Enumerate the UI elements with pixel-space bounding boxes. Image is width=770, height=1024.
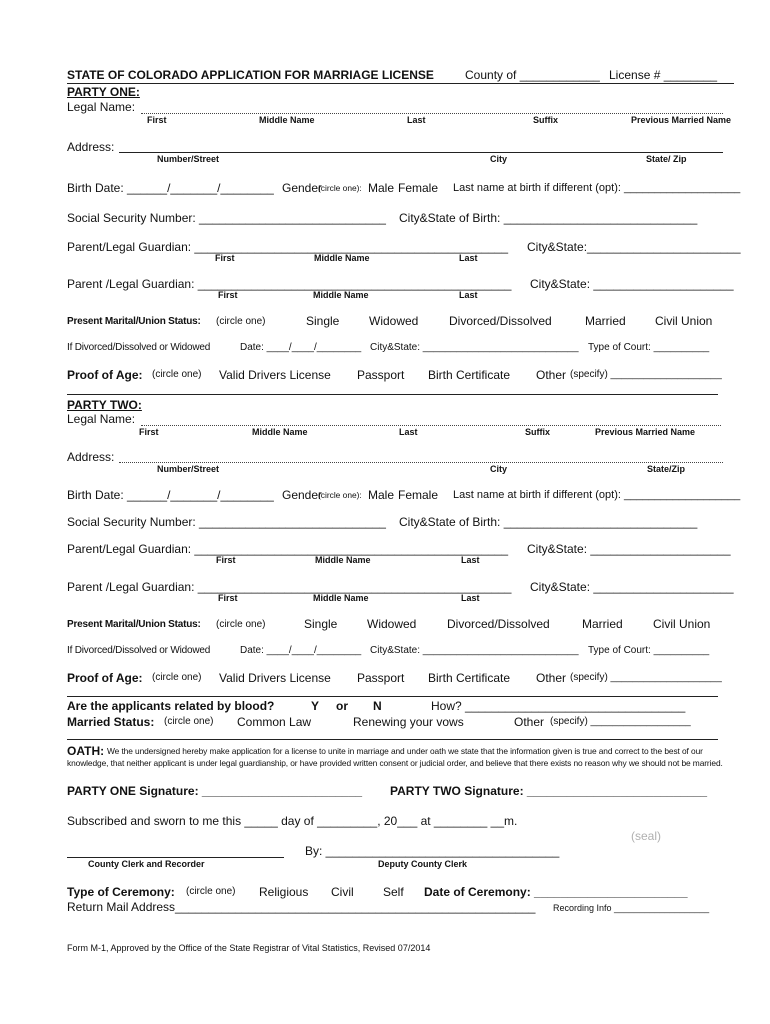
p1-guardian2-city-state-field[interactable]: City&State: _____________________ — [530, 277, 734, 291]
p2-if-divorced-label: If Divorced/Dissolved or Widowed — [67, 645, 211, 656]
p1-proof-birth-cert[interactable]: Birth Certificate — [428, 368, 511, 382]
p2-city-label: City — [490, 464, 508, 474]
related-how-field[interactable]: How? _________________________________ — [431, 699, 686, 713]
county-clerk-label: County Clerk and Recorder — [88, 859, 205, 869]
p1-guardian1-city-state-field[interactable]: City&State:_______________________ — [527, 240, 741, 254]
party-one-signature-field[interactable]: PARTY ONE Signature: ________________________ — [67, 784, 363, 798]
p2-guardian1-last-label: Last — [461, 555, 480, 565]
p1-status-married[interactable]: Married — [585, 314, 626, 328]
p2-legal-name-line[interactable] — [141, 425, 721, 426]
recording-info-field[interactable]: Recording Info ___________________ — [553, 903, 710, 913]
p1-status-divorced[interactable]: Divorced/Dissolved — [449, 314, 552, 328]
p2-divorce-city-state-field[interactable]: City&State: ____________________________ — [370, 645, 579, 656]
p1-proof-drivers-license[interactable]: Valid Drivers License — [219, 368, 331, 382]
p1-suffix-label: Suffix — [533, 115, 559, 125]
p2-guardian1-city-state-field[interactable]: City&State: _____________________ — [527, 542, 731, 556]
p1-status-widowed[interactable]: Widowed — [369, 314, 419, 328]
married-renewing-vows[interactable]: Renewing your vows — [353, 715, 464, 729]
p2-gender-circle-note: (circle one): — [318, 490, 362, 500]
married-status-label: Married Status: — [67, 715, 155, 729]
p2-guardian1-first-label: First — [216, 555, 236, 565]
p1-last-label: Last — [407, 115, 426, 125]
p1-divorce-date-field[interactable]: Date: ____/____/________ — [240, 342, 362, 353]
p1-first-label: First — [147, 115, 167, 125]
p1-status-civil-union[interactable]: Civil Union — [655, 314, 713, 328]
p2-last-name-at-birth-field[interactable]: Last name at birth if different (opt): ___________________ — [453, 489, 741, 501]
p2-legal-name-label: Legal Name: — [67, 412, 136, 426]
related-yes[interactable]: Y — [311, 699, 320, 713]
p2-divorce-date-field[interactable]: Date: ____/____/________ — [240, 645, 362, 656]
p1-proof-other-specify-field[interactable]: (specify) ____________________ — [570, 369, 722, 380]
p1-status-single[interactable]: Single — [306, 314, 340, 328]
form-title: STATE OF COLORADO APPLICATION FOR MARRIAGE LICENSE — [67, 68, 434, 82]
p2-guardian2-city-state-field[interactable]: City&State: _____________________ — [530, 580, 734, 594]
p2-guardian2-middle-label: Middle Name — [313, 593, 369, 603]
p1-address-label: Address: — [67, 140, 115, 154]
p1-address-line[interactable] — [119, 152, 723, 153]
p1-gender-circle-note: (circle one): — [318, 183, 362, 193]
p1-last-name-at-birth-field[interactable]: Last name at birth if different (opt): ___________________ — [453, 182, 741, 194]
p1-proof-of-age-label: Proof of Age: — [67, 368, 143, 382]
party-two-divider — [67, 696, 718, 697]
p1-guardian2-middle-label: Middle Name — [313, 290, 369, 300]
related-or: or — [336, 699, 348, 713]
p2-marital-circle-note: (circle one) — [216, 619, 266, 630]
ceremony-civil[interactable]: Civil — [331, 885, 354, 899]
married-other-specify-field[interactable]: (specify) __________________ — [550, 716, 691, 727]
party-one-heading: PARTY ONE: — [67, 85, 140, 99]
ceremony-religious[interactable]: Religious — [259, 885, 309, 899]
form-revision-note: Form M-1, Approved by the Office of the State Registrar of Vital Statistics, Revised 07/2014 — [67, 943, 431, 953]
p2-gender-female[interactable]: Female — [398, 488, 439, 502]
married-status-circle-note: (circle one) — [164, 716, 214, 727]
party-one-divider — [67, 394, 718, 395]
p1-middle-label: Middle Name — [259, 115, 315, 125]
p2-status-civil-union[interactable]: Civil Union — [653, 617, 711, 631]
party-two-signature-field[interactable]: PARTY TWO Signature: ___________________________ — [390, 784, 708, 798]
oath-label: OATH: — [67, 744, 105, 758]
p1-guardian2-field[interactable]: Parent /Legal Guardian: _______________________________________________ — [67, 277, 512, 291]
p1-proof-other[interactable]: Other — [536, 368, 567, 382]
p2-number-street-label: Number/Street — [157, 464, 220, 474]
p2-proof-of-age-label: Proof of Age: — [67, 671, 143, 685]
p1-guardian2-last-label: Last — [459, 290, 478, 300]
p2-ssn-field[interactable]: Social Security Number: ____________________________ — [67, 515, 386, 529]
p2-address-label: Address: — [67, 450, 115, 464]
p2-proof-passport[interactable]: Passport — [357, 671, 405, 685]
p2-proof-birth-cert[interactable]: Birth Certificate — [428, 671, 511, 685]
p2-status-married[interactable]: Married — [582, 617, 623, 631]
county-field[interactable]: County of ____________ — [465, 68, 600, 82]
p2-last-label: Last — [399, 427, 418, 437]
p2-gender-male[interactable]: Male — [368, 488, 395, 502]
p1-gender-female[interactable]: Female — [398, 181, 439, 195]
p2-status-widowed[interactable]: Widowed — [367, 617, 417, 631]
header-rule — [67, 83, 734, 84]
p2-gender-label: Gender — [282, 488, 323, 502]
married-other[interactable]: Other — [514, 715, 545, 729]
related-no[interactable]: N — [373, 699, 382, 713]
p1-marital-status-label: Present Marital/Union Status: — [67, 316, 201, 327]
p2-type-of-court-field[interactable]: Type of Court: __________ — [588, 645, 710, 656]
p2-middle-label: Middle Name — [252, 427, 308, 437]
p1-proof-passport[interactable]: Passport — [357, 368, 405, 382]
p1-city-label: City — [490, 154, 508, 164]
p2-address-line[interactable] — [119, 462, 723, 463]
party-two-heading: PARTY TWO: — [67, 398, 142, 412]
p2-proof-drivers-license[interactable]: Valid Drivers License — [219, 671, 331, 685]
p1-type-of-court-field[interactable]: Type of Court: __________ — [588, 342, 710, 353]
p2-birth-date-field[interactable]: Birth Date: ______/_______/________ — [67, 488, 274, 502]
p2-guardian2-first-label: First — [218, 593, 238, 603]
p1-guardian1-last-label: Last — [459, 253, 478, 263]
subscribed-sworn-field[interactable]: Subscribed and sworn to me this _____ day of _________, 20___ at ________ __m. — [67, 814, 518, 828]
p2-state-zip-label: State/Zip — [647, 464, 686, 474]
p1-prev-married-label: Previous Married Name — [631, 115, 732, 125]
county-clerk-signature-line[interactable] — [67, 857, 284, 858]
p1-proof-circle-note: (circle one) — [152, 369, 202, 380]
deputy-by-field[interactable]: By: ___________________________________ — [305, 844, 560, 858]
p2-guardian1-middle-label: Middle Name — [315, 555, 371, 565]
type-of-ceremony-label: Type of Ceremony: — [67, 885, 175, 899]
p1-number-street-label: Number/Street — [157, 154, 220, 164]
deputy-clerk-label: Deputy County Clerk — [378, 859, 468, 869]
p2-proof-circle-note: (circle one) — [152, 672, 202, 683]
p1-city-state-birth-field[interactable]: City&State of Birth: _____________________________ — [399, 211, 698, 225]
p1-state-zip-label: State/ Zip — [646, 154, 687, 164]
married-common-law[interactable]: Common Law — [237, 715, 312, 729]
p2-suffix-label: Suffix — [525, 427, 551, 437]
p1-divorce-city-state-field[interactable]: City&State: ____________________________ — [370, 342, 579, 353]
oath-text-line1: We the undersigned hereby make application for a license to unite in marriage and under oath we state that the information given is true and correct to the best of our — [107, 746, 703, 756]
return-mail-address-field[interactable]: Return Mail Address______________________________________________________ — [67, 900, 536, 914]
p1-legal-name-label: Legal Name: — [67, 100, 136, 114]
p1-marital-circle-note: (circle one) — [216, 316, 266, 327]
ceremony-circle-note: (circle one) — [186, 886, 236, 897]
p1-guardian1-field[interactable]: Parent/Legal Guardian: _______________________________________________ — [67, 240, 509, 254]
p2-prev-married-label: Previous Married Name — [595, 427, 696, 437]
p2-guardian2-last-label: Last — [461, 593, 480, 603]
oath-text-line2: knowledge, that neither applicant is under legal guardianship, or have provided written consent or judicial order, and believe that there exists no reason why we should not be married. — [67, 758, 723, 768]
p1-gender-male[interactable]: Male — [368, 181, 395, 195]
p2-proof-other[interactable]: Other — [536, 671, 567, 685]
related-by-blood-question: Are the applicants related by blood? — [67, 699, 275, 713]
p2-first-label: First — [139, 427, 159, 437]
p2-status-divorced[interactable]: Divorced/Dissolved — [447, 617, 550, 631]
p2-status-single[interactable]: Single — [304, 617, 338, 631]
oath-divider — [67, 739, 718, 740]
p1-if-divorced-label: If Divorced/Dissolved or Widowed — [67, 342, 211, 353]
p1-gender-label: Gender — [282, 181, 323, 195]
p1-legal-name-line[interactable] — [141, 113, 723, 114]
p2-proof-other-specify-field[interactable]: (specify) ____________________ — [570, 672, 722, 683]
seal-placeholder: (seal) — [631, 829, 662, 843]
p2-guardian2-field[interactable]: Parent /Legal Guardian: _______________________________________________ — [67, 580, 512, 594]
license-number-field[interactable]: License # ________ — [609, 68, 718, 82]
p1-ssn-field[interactable]: Social Security Number: ____________________________ — [67, 211, 386, 225]
p1-guardian1-first-label: First — [215, 253, 235, 263]
date-of-ceremony-field[interactable]: Date of Ceremony: _______________________ — [424, 885, 688, 899]
p1-guardian1-middle-label: Middle Name — [314, 253, 370, 263]
p2-city-state-birth-field[interactable]: City&State of Birth: _____________________________ — [399, 515, 698, 529]
p2-guardian1-field[interactable]: Parent/Legal Guardian: _______________________________________________ — [67, 542, 509, 556]
ceremony-self[interactable]: Self — [383, 885, 404, 899]
p1-guardian2-first-label: First — [218, 290, 238, 300]
p1-birth-date-field[interactable]: Birth Date: ______/_______/________ — [67, 181, 274, 195]
p2-marital-status-label: Present Marital/Union Status: — [67, 619, 201, 630]
